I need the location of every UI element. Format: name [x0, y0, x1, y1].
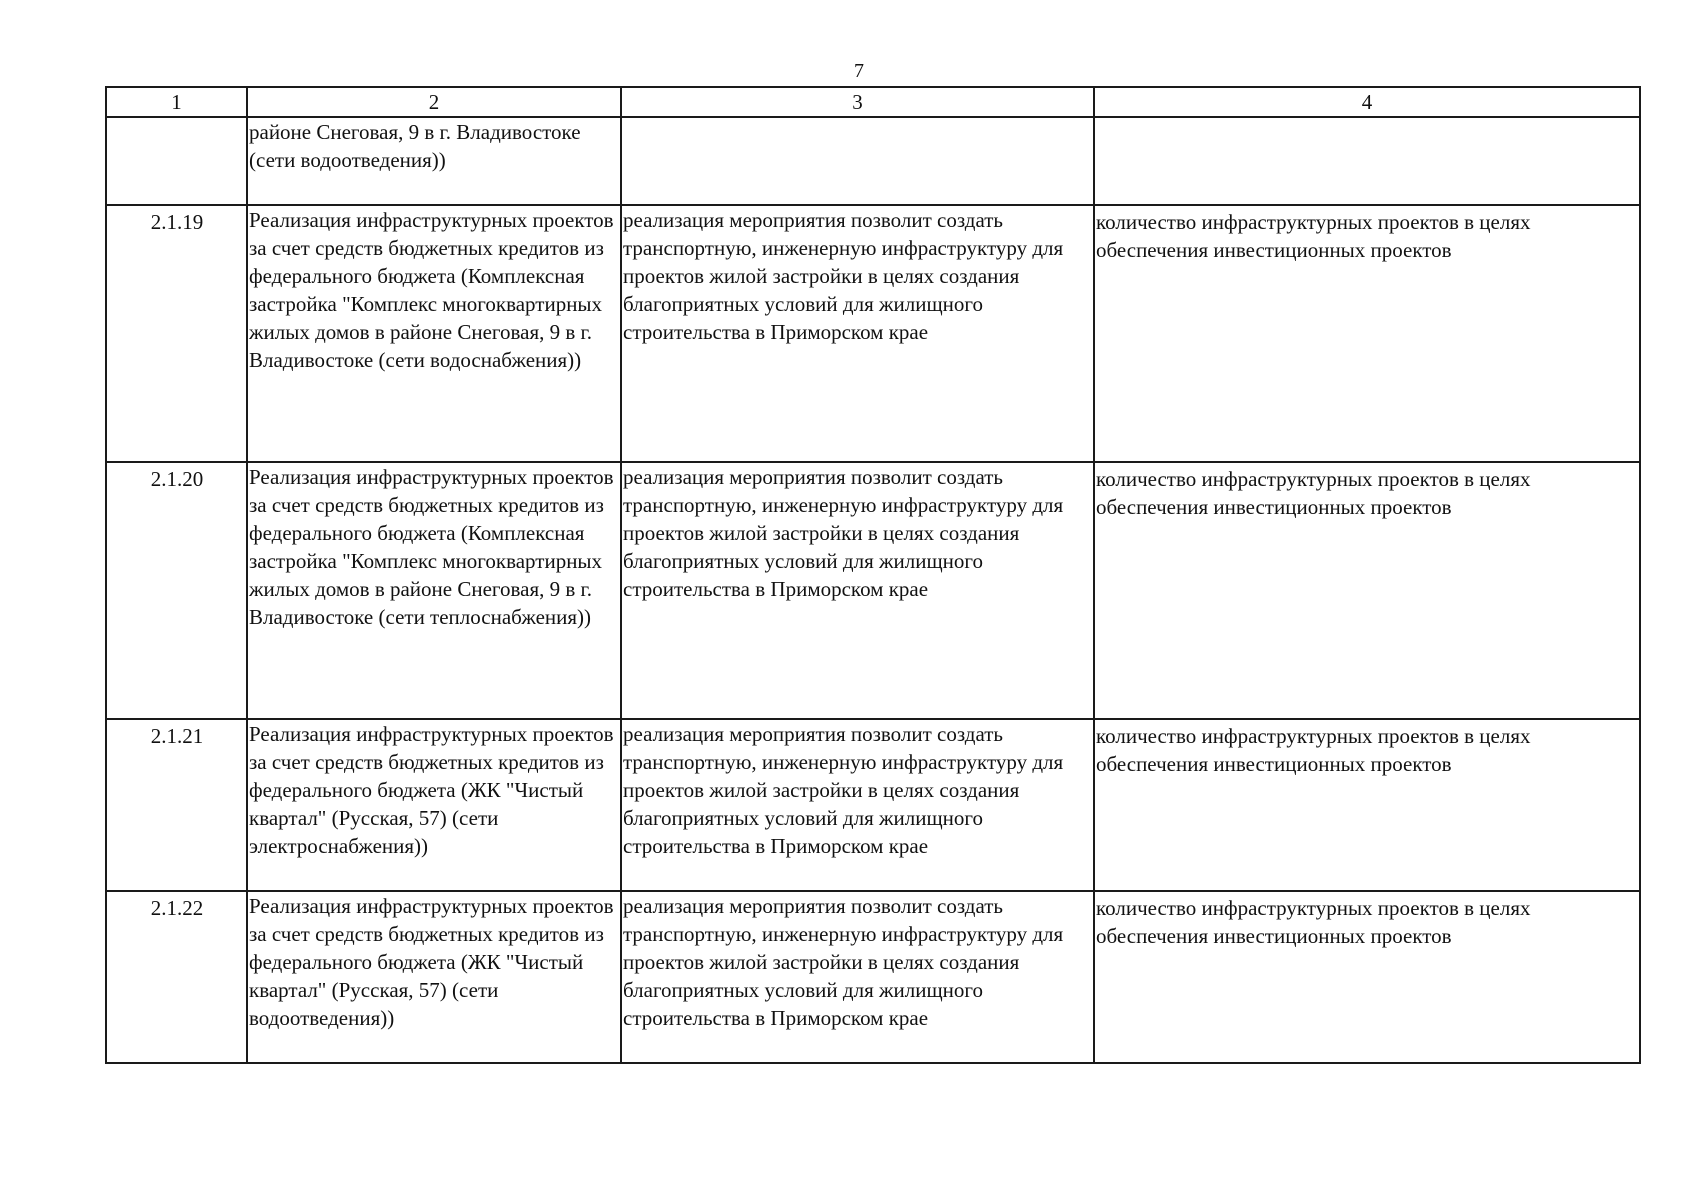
header-col-1: 1	[106, 87, 247, 117]
measure-name: Реализация инфраструктурных проектов за счет средств бюджетных кредитов из федерального бюджета (Комплексная застройка "Комплекс многоквартирных жилых домов в районе Снеговая, 9 в г. Владивостоке (сети водоснабжения))	[247, 205, 621, 462]
measure-name: районе Снеговая, 9 в г. Владивостоке (сети водоотведения))	[247, 117, 621, 205]
row-number: 2.1.19	[106, 205, 247, 462]
measure-name: Реализация инфраструктурных проектов за счет средств бюджетных кредитов из федерального бюджета (Комплексная застройка "Комплекс многоквартирных жилых домов в районе Снеговая, 9 в г. Владивостоке (сети теплоснабжения))	[247, 462, 621, 719]
measure-name: Реализация инфраструктурных проектов за счет средств бюджетных кредитов из федерального бюджета (ЖК "Чистый квартал" (Русская, 57) (сети электроснабжения))	[247, 719, 621, 891]
page-number: 7	[854, 60, 864, 82]
measure-indicator: количество инфраструктурных проектов в целях обеспечения инвестиционных проектов	[1094, 462, 1640, 719]
measure-result: реализация мероприятия позволит создать транспортную, инженерную инфраструктуру для проектов жилой застройки в целях создания благоприятных условий для жилищного строительства в Приморском крае	[621, 205, 1094, 462]
table-row	[106, 117, 1640, 205]
measure-result: реализация мероприятия позволит создать транспортную, инженерную инфраструктуру для проектов жилой застройки в целях создания благоприятных условий для жилищного строительства в Приморском крае	[621, 719, 1094, 891]
row-number: 2.1.21	[106, 719, 247, 891]
measure-indicator: количество инфраструктурных проектов в целях обеспечения инвестиционных проектов	[1094, 719, 1640, 891]
measure-indicator	[1094, 117, 1640, 205]
table-row	[106, 462, 1640, 719]
header-col-4: 4	[1094, 87, 1640, 117]
table-body	[106, 117, 1640, 1063]
measure-result	[621, 117, 1094, 205]
table-header	[106, 87, 1640, 117]
table-row	[106, 719, 1640, 891]
header-col-3: 3	[621, 87, 1094, 117]
table-row	[106, 205, 1640, 462]
row-number: 2.1.20	[106, 462, 247, 719]
measure-result: реализация мероприятия позволит создать транспортную, инженерную инфраструктуру для проектов жилой застройки в целях создания благоприятных условий для жилищного строительства в Приморском крае	[621, 891, 1094, 1063]
measure-indicator: количество инфраструктурных проектов в целях обеспечения инвестиционных проектов	[1094, 205, 1640, 462]
row-number	[106, 117, 247, 205]
measures-table	[105, 86, 1641, 1064]
header-row	[106, 87, 1640, 117]
measure-result: реализация мероприятия позволит создать транспортную, инженерную инфраструктуру для проектов жилой застройки в целях создания благоприятных условий для жилищного строительства в Приморском крае	[621, 462, 1094, 719]
table-row	[106, 891, 1640, 1063]
measure-indicator: количество инфраструктурных проектов в целях обеспечения инвестиционных проектов	[1094, 891, 1640, 1063]
header-col-2: 2	[247, 87, 621, 117]
row-number: 2.1.22	[106, 891, 247, 1063]
measure-name: Реализация инфраструктурных проектов за счет средств бюджетных кредитов из федерального бюджета (ЖК "Чистый квартал" (Русская, 57) (сети водоотведения))	[247, 891, 621, 1063]
